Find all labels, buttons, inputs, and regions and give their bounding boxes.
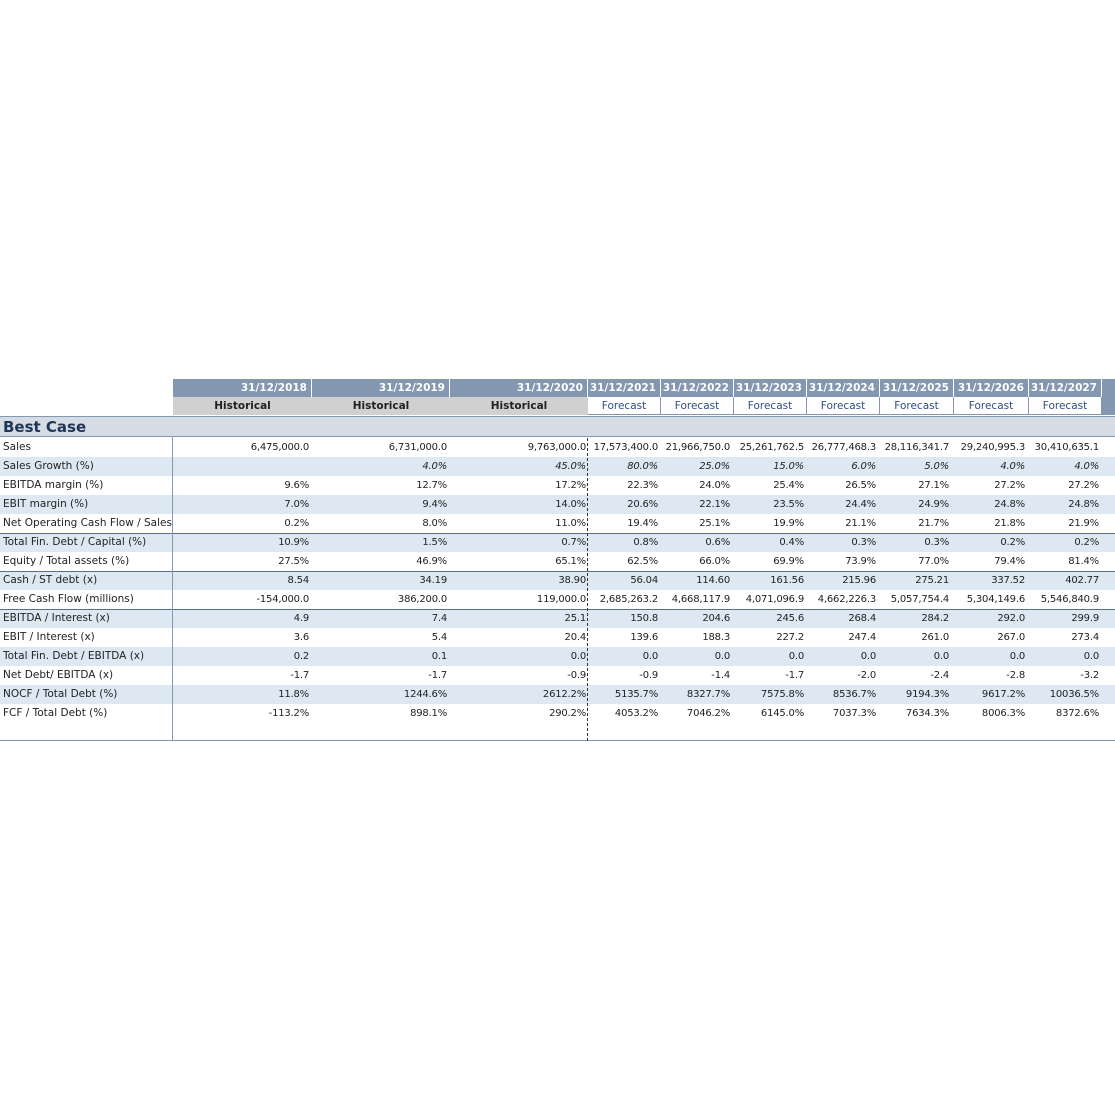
table-cell[interactable]: 0.0 (1083, 651, 1099, 662)
row-divider (0, 571, 1115, 572)
column-type-header[interactable]: Forecast (661, 397, 734, 415)
column-type-header[interactable]: Forecast (954, 397, 1029, 415)
table-cell[interactable]: 8536.7% (832, 689, 876, 700)
table-cell[interactable]: 46.9% (416, 556, 447, 567)
table-cell[interactable]: 19.9% (773, 518, 804, 529)
row-divider (0, 533, 1115, 534)
table-cell[interactable]: 0.3% (924, 537, 949, 548)
column-date-header[interactable]: 31/12/2022 (661, 379, 734, 397)
table-cell[interactable]: 139.6 (630, 632, 658, 643)
table-cell[interactable]: 6.0% (851, 461, 876, 472)
table-cell[interactable]: 337.52 (991, 575, 1025, 586)
table-cell[interactable]: 7.4 (431, 613, 447, 624)
table-cell[interactable]: -0.9 (639, 670, 658, 681)
table-cell[interactable]: 5,546,840.9 (1040, 594, 1099, 605)
table-cell[interactable]: 150.8 (630, 613, 658, 624)
table-cell[interactable]: 8.0% (422, 518, 447, 529)
table-cell[interactable]: 9.4% (422, 499, 447, 510)
table-cell[interactable]: 24.4% (845, 499, 876, 510)
table-cell[interactable]: 5,057,754.4 (890, 594, 949, 605)
table-cell[interactable]: 402.77 (1065, 575, 1099, 586)
table-cell[interactable]: 11.0% (555, 518, 586, 529)
table-cell[interactable]: 7634.3% (905, 708, 949, 719)
table-cell[interactable]: 247.4 (848, 632, 876, 643)
table-cell[interactable]: 4,071,096.9 (745, 594, 804, 605)
table-cell[interactable]: 21.1% (845, 518, 876, 529)
table-cell[interactable]: 0.2 (293, 651, 309, 662)
table-cell[interactable]: 25.1% (699, 518, 730, 529)
table-cell[interactable]: 5.0% (924, 461, 949, 472)
table-cell[interactable]: 0.2% (284, 518, 309, 529)
column-type-header[interactable]: Forecast (880, 397, 954, 415)
column-date-header[interactable]: 31/12/2018 (173, 379, 312, 397)
table-cell[interactable]: 5135.7% (614, 689, 658, 700)
table-cell[interactable]: 81.4% (1068, 556, 1099, 567)
table-cell[interactable]: -1.7 (290, 670, 309, 681)
table-cell[interactable]: 0.0 (933, 651, 949, 662)
table-cell[interactable]: -3.2 (1080, 670, 1099, 681)
table-cell[interactable]: 7046.2% (686, 708, 730, 719)
table-cell[interactable]: 215.96 (842, 575, 876, 586)
table-cell[interactable]: 227.2 (776, 632, 804, 643)
table-cell[interactable]: 7.0% (284, 499, 309, 510)
table-cell[interactable]: 30,410,635.1 (1034, 442, 1099, 453)
table-cell[interactable]: 0.3% (851, 537, 876, 548)
column-type-header[interactable]: Forecast (734, 397, 807, 415)
table-cell[interactable]: 26.5% (845, 480, 876, 491)
row-label: EBIT margin (%) (3, 498, 89, 510)
table-cell[interactable]: 29,240,995.3 (960, 442, 1025, 453)
table-cell[interactable]: 77.0% (918, 556, 949, 567)
table-cell[interactable]: 290.2% (549, 708, 586, 719)
table-cell[interactable]: 9194.3% (905, 689, 949, 700)
table-cell[interactable]: 20.4 (564, 632, 586, 643)
table-cell[interactable]: 7575.8% (760, 689, 804, 700)
table-cell[interactable]: 4.0% (422, 461, 447, 472)
table-cell[interactable]: 17.2% (555, 480, 586, 491)
row-label: Total Fin. Debt / Capital (%) (3, 536, 147, 548)
row-label: Net Debt/ EBITDA (x) (3, 669, 114, 681)
column-type-header[interactable]: Historical (312, 397, 450, 415)
table-cell[interactable]: 6145.0% (760, 708, 804, 719)
table-cell[interactable]: 25.4% (773, 480, 804, 491)
page-break-line (587, 438, 588, 741)
table-cell[interactable]: 27.5% (278, 556, 309, 567)
table-cell[interactable]: 7037.3% (832, 708, 876, 719)
table-cell[interactable]: 386,200.0 (397, 594, 447, 605)
table-cell[interactable] (173, 457, 309, 476)
table-cell[interactable]: 5,304,149.6 (966, 594, 1025, 605)
table-cell[interactable]: 0.8% (633, 537, 658, 548)
table-cell[interactable]: 21,966,750.0 (665, 442, 730, 453)
table-cell[interactable]: 24.8% (1068, 499, 1099, 510)
table-cell[interactable]: 0.0 (788, 651, 804, 662)
table-cell[interactable]: 284.2 (921, 613, 949, 624)
table-cell[interactable]: 114.60 (696, 575, 730, 586)
table-cell[interactable]: 10.9% (278, 537, 309, 548)
row-label: Cash / ST debt (x) (3, 574, 98, 586)
column-date-header[interactable]: 31/12/2025 (880, 379, 954, 397)
table-cell[interactable]: 9617.2% (981, 689, 1025, 700)
column-date-header[interactable]: 31/12/2019 (312, 379, 450, 397)
table-cell[interactable]: 268.4 (848, 613, 876, 624)
row-label: Total Fin. Debt / EBITDA (x) (3, 650, 145, 662)
table-cell[interactable]: 25,261,762.5 (739, 442, 804, 453)
table-cell[interactable]: 273.4 (1071, 632, 1099, 643)
column-type-header[interactable]: Forecast (588, 397, 661, 415)
table-cell[interactable]: 38.90 (558, 575, 586, 586)
table-cell[interactable]: -2.0 (857, 670, 876, 681)
section-title: Best Case (3, 418, 87, 436)
table-cell[interactable]: 8.54 (287, 575, 309, 586)
table-cell[interactable]: 4.0% (1000, 461, 1025, 472)
table-cell[interactable]: 0.0 (1009, 651, 1025, 662)
table-cell[interactable]: -1.7 (428, 670, 447, 681)
table-cell[interactable]: 275.21 (915, 575, 949, 586)
table-cell[interactable]: 25.1 (564, 613, 586, 624)
table-cell[interactable]: 22.3% (627, 480, 658, 491)
table-cell[interactable]: 5.4 (431, 632, 447, 643)
row-label: EBITDA margin (%) (3, 479, 104, 491)
spreadsheet-grid (0, 379, 1115, 742)
table-cell[interactable]: 65.1% (555, 556, 586, 567)
table-cell[interactable]: 21.8% (994, 518, 1025, 529)
row-label: EBIT / Interest (x) (3, 631, 95, 643)
header-stub (1102, 397, 1115, 415)
table-cell[interactable]: 27.2% (1068, 480, 1099, 491)
table-cell[interactable]: 10036.5% (1049, 689, 1099, 700)
table-cell[interactable]: 2612.2% (542, 689, 586, 700)
table-cell[interactable]: 6,475,000.0 (250, 442, 309, 453)
table-cell[interactable]: 2,685,263.2 (599, 594, 658, 605)
table-cell[interactable]: 0.7% (561, 537, 586, 548)
table-cell[interactable]: 0.2% (1000, 537, 1025, 548)
table-cell[interactable]: 21.9% (1068, 518, 1099, 529)
column-date-header[interactable]: 31/12/2024 (807, 379, 880, 397)
table-cell[interactable]: 22.1% (699, 499, 730, 510)
table-cell[interactable]: 34.19 (419, 575, 447, 586)
column-date-header[interactable]: 31/12/2020 (450, 379, 588, 397)
row-label: Free Cash Flow (millions) (3, 593, 134, 605)
table-cell[interactable]: 261.0 (921, 632, 949, 643)
table-cell[interactable]: -0.9 (567, 670, 586, 681)
table-cell[interactable]: 0.0 (570, 651, 586, 662)
table-cell[interactable]: 56.04 (630, 575, 658, 586)
column-date-header[interactable]: 31/12/2021 (588, 379, 661, 397)
table-cell[interactable]: 0.0 (714, 651, 730, 662)
table-cell[interactable]: 11.8% (278, 689, 309, 700)
table-bottom-border (0, 740, 1115, 741)
table-cell[interactable]: -1.7 (785, 670, 804, 681)
table-cell[interactable]: 3.6 (293, 632, 309, 643)
column-type-header[interactable]: Historical (173, 397, 312, 415)
table-cell[interactable]: 898.1% (410, 708, 447, 719)
table-cell[interactable]: -1.4 (711, 670, 730, 681)
table-cell[interactable]: 12.7% (416, 480, 447, 491)
table-cell[interactable]: 292.0 (997, 613, 1025, 624)
table-cell[interactable]: 161.56 (770, 575, 804, 586)
table-cell[interactable]: 204.6 (702, 613, 730, 624)
table-cell[interactable]: 8372.6% (1055, 708, 1099, 719)
table-cell[interactable]: 15.0% (773, 461, 804, 472)
row-label: FCF / Total Debt (%) (3, 707, 108, 719)
row-divider (0, 609, 1115, 610)
header-stub (1102, 379, 1115, 397)
table-cell[interactable]: -2.8 (1006, 670, 1025, 681)
table-cell[interactable]: 119,000.0 (536, 594, 586, 605)
table-cell[interactable]: 267.0 (997, 632, 1025, 643)
table-cell[interactable]: 20.6% (627, 499, 658, 510)
table-cell[interactable]: 26,777,468.3 (811, 442, 876, 453)
column-date-header[interactable]: 31/12/2023 (734, 379, 807, 397)
table-cell[interactable]: 69.9% (773, 556, 804, 567)
column-type-header[interactable]: Forecast (1029, 397, 1102, 415)
row-label: Net Operating Cash Flow / Sales (3, 517, 172, 529)
table-cell[interactable]: 4,668,117.9 (671, 594, 730, 605)
column-date-header[interactable]: 31/12/2027 (1029, 379, 1102, 397)
table-cell[interactable]: 1244.6% (403, 689, 447, 700)
table-cell[interactable]: 24.9% (918, 499, 949, 510)
table-cell[interactable]: 19.4% (627, 518, 658, 529)
row-label: NOCF / Total Debt (%) (3, 688, 118, 700)
column-type-header[interactable]: Historical (450, 397, 588, 415)
table-cell[interactable]: 45.0% (555, 461, 586, 472)
column-type-header[interactable]: Forecast (807, 397, 880, 415)
table-cell[interactable]: -2.4 (930, 670, 949, 681)
table-cell[interactable]: 4.0% (1074, 461, 1099, 472)
label-column-border (172, 437, 173, 741)
table-cell[interactable]: 8327.7% (686, 689, 730, 700)
table-cell[interactable]: 27.2% (994, 480, 1025, 491)
table-cell[interactable]: 6,731,000.0 (388, 442, 447, 453)
table-cell[interactable]: 24.0% (699, 480, 730, 491)
column-date-header[interactable]: 31/12/2026 (954, 379, 1029, 397)
table-cell[interactable]: 0.6% (705, 537, 730, 548)
table-cell[interactable]: 4.9 (293, 613, 309, 624)
table-cell[interactable]: 28,116,341.7 (884, 442, 949, 453)
table-cell[interactable]: 1.5% (422, 537, 447, 548)
table-cell[interactable]: 9.6% (284, 480, 309, 491)
table-cell[interactable]: 27.1% (918, 480, 949, 491)
table-cell[interactable]: 14.0% (555, 499, 586, 510)
table-cell[interactable]: 17,573,400.0 (593, 442, 658, 453)
table-cell[interactable]: 9,763,000.0 (527, 442, 586, 453)
table-cell[interactable]: 4053.2% (614, 708, 658, 719)
table-cell[interactable]: 23.5% (773, 499, 804, 510)
table-cell[interactable]: 21.7% (918, 518, 949, 529)
table-cell[interactable]: -154,000.0 (256, 594, 309, 605)
table-cell[interactable]: -113.2% (268, 708, 309, 719)
row-label: Equity / Total assets (%) (3, 555, 130, 567)
table-cell[interactable]: 66.0% (699, 556, 730, 567)
table-cell[interactable]: 0.4% (779, 537, 804, 548)
table-cell[interactable]: 73.9% (845, 556, 876, 567)
table-cell[interactable]: 25.0% (699, 461, 730, 472)
table-cell[interactable]: 8006.3% (981, 708, 1025, 719)
table-cell[interactable]: 0.0 (860, 651, 876, 662)
table-cell[interactable]: 4,662,226.3 (817, 594, 876, 605)
table-cell[interactable]: 0.1 (431, 651, 447, 662)
table-cell[interactable]: 62.5% (627, 556, 658, 567)
table-cell[interactable]: 188.3 (702, 632, 730, 643)
row-label: Sales Growth (%) (3, 460, 94, 472)
table-cell[interactable]: 0.2% (1074, 537, 1099, 548)
table-cell[interactable]: 79.4% (994, 556, 1025, 567)
table-cell[interactable]: 245.6 (776, 613, 804, 624)
row-label: Sales (3, 441, 31, 453)
table-cell[interactable]: 80.0% (627, 461, 658, 472)
table-cell[interactable]: 24.8% (994, 499, 1025, 510)
table-cell[interactable]: 299.9 (1071, 613, 1099, 624)
table-cell[interactable]: 0.0 (642, 651, 658, 662)
row-label: EBITDA / Interest (x) (3, 612, 110, 624)
